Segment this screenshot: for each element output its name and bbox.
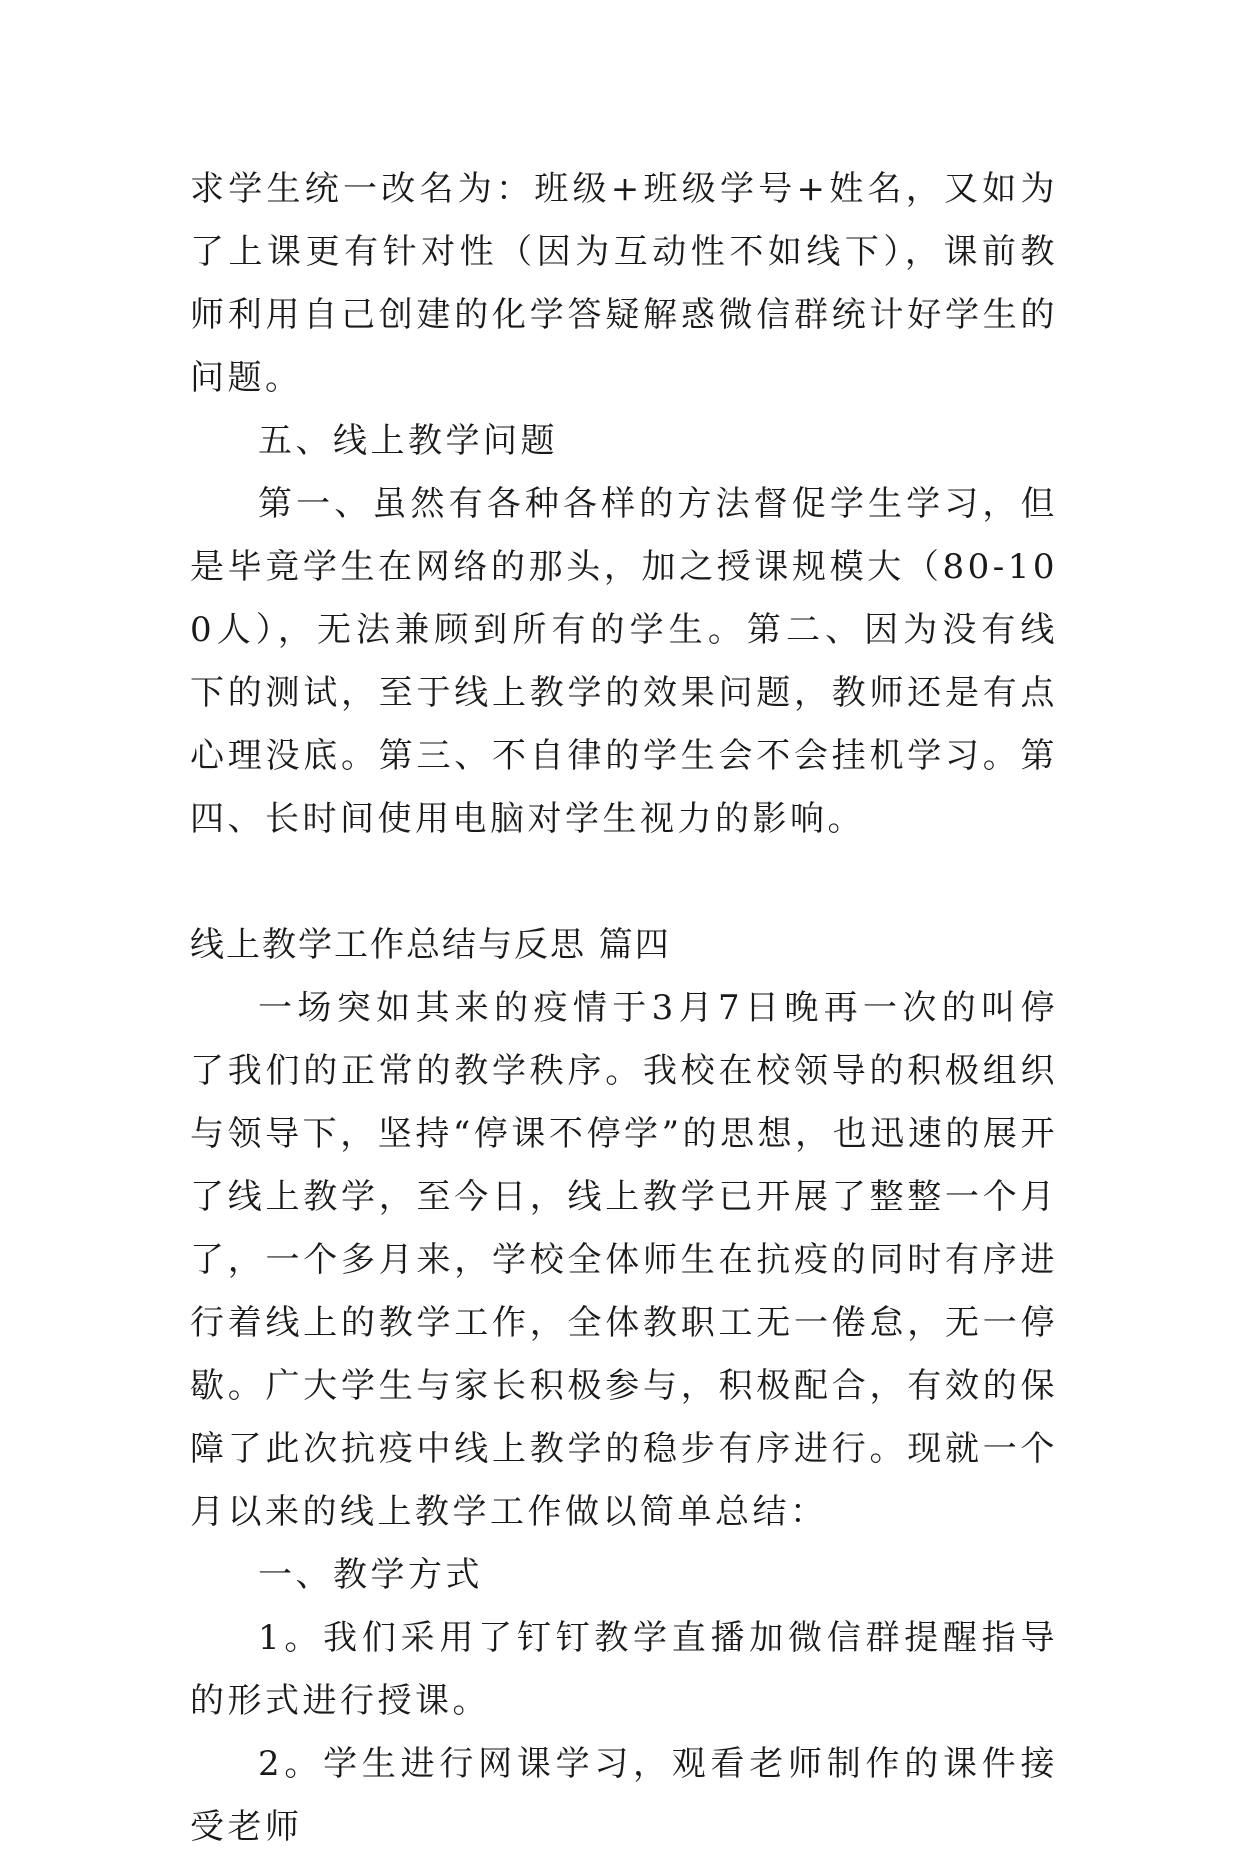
paragraph-continued: 求学生统一改名为：班级+班级学号+姓名，又如为了上课更有针对性（因为互动性不如线下），课前教师利用自己创建的化学答疑解惑微信群统计好学生的问题。 [190, 169, 1058, 398]
section-heading-five: 五、线上教学问题 [258, 421, 558, 461]
list-item-1: 1。我们采用了钉钉教学直播加微信群提醒指导的形式进行授课。 [190, 1618, 1058, 1721]
list-item-2: 2。学生进行网课学习，观看老师制作的课件接受老师 [190, 1744, 1058, 1847]
blank-line [190, 851, 1058, 914]
article-title-part-four: 线上教学工作总结与反思 篇四 [190, 925, 671, 965]
section-heading-one: 一、教学方式 [258, 1555, 483, 1595]
document-body [190, 158, 1058, 1859]
paragraph-online-problems: 第一、虽然有各种各样的方法督促学生学习，但是毕竟学生在网络的那头，加之授课规模大（80-100人），无法兼顾到所有的学生。第二、因为没有线下的测试，至于线上教学的效果问题，教师还是有点心理没底。第三、不自律的学生会不会挂机学习。第四、长时间使用电脑对学生视力的影响。 [190, 484, 1058, 839]
paragraph-intro: 一场突如其来的疫情于3月7日晚再一次的叫停了我们的正常的教学秩序。我校在校领导的积极组织与领导下，坚持“停课不停学”的思想，也迅速的展开了线上教学，至今日，线上教学已开展了整整一个月了，一个多月来，学校全体师生在抗疫的同时有序进行着线上的教学工作，全体教职工无一倦怠，无一停歇。广大学生与家长积极参与，积极配合，有效的保障了此次抗疫中线上教学的稳步有序进行。现就一个月以来的线上教学工作做以简单总结： [190, 988, 1058, 1532]
